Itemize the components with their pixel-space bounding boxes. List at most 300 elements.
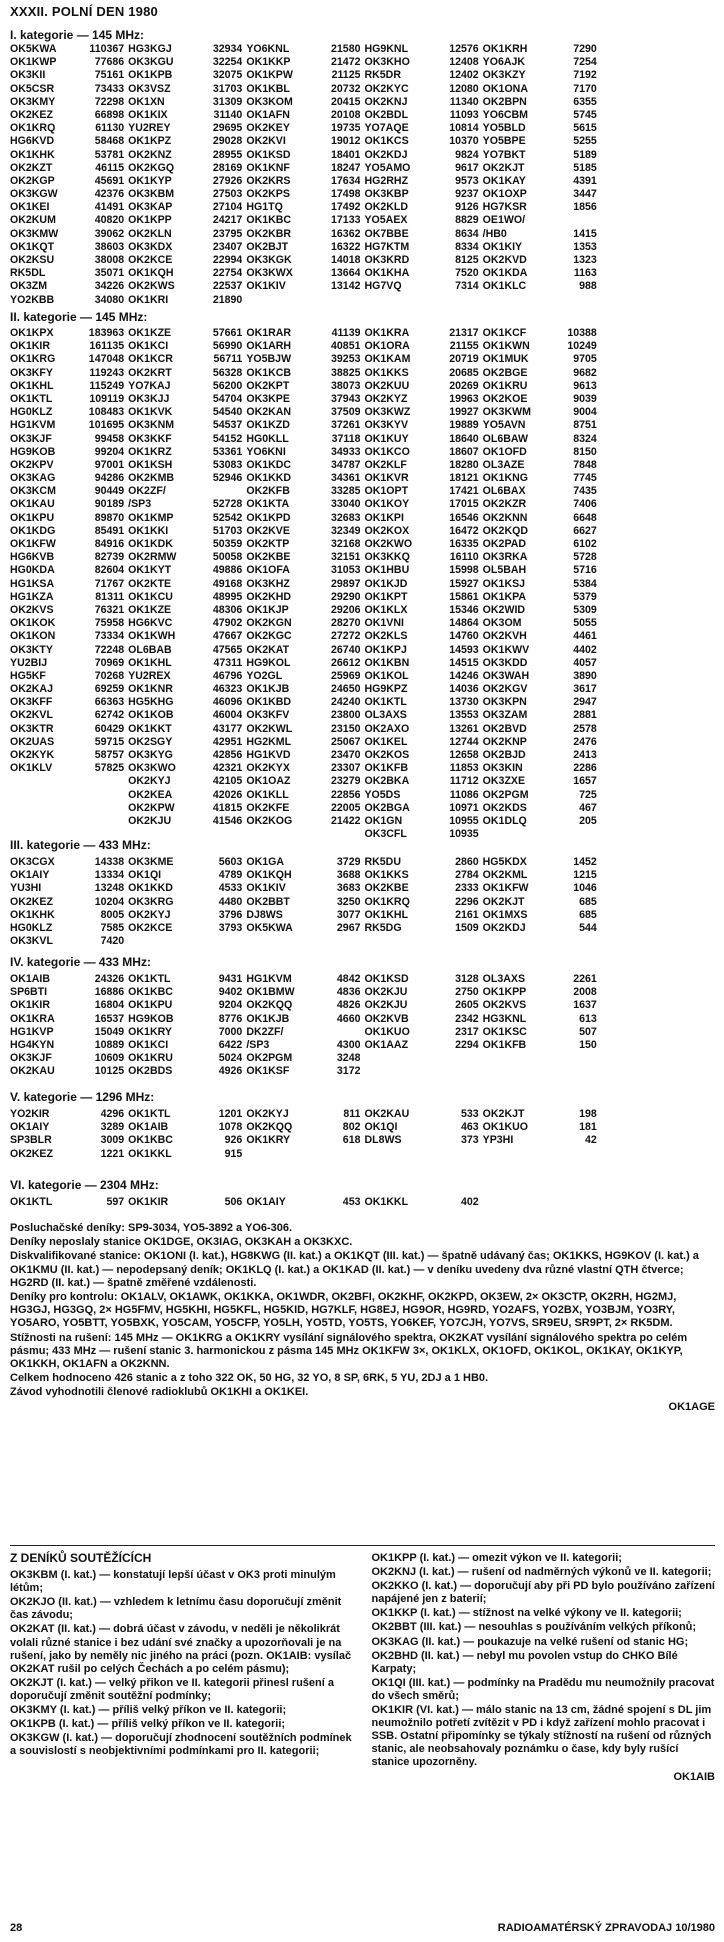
- result-row: [128, 393, 242, 406]
- station-points: 47311: [213, 656, 243, 669]
- result-row: [364, 380, 478, 393]
- result-row: [10, 736, 124, 749]
- result-row: [483, 367, 597, 380]
- station-callsign: OK1OPT: [364, 485, 409, 498]
- station-points: 2161: [455, 908, 479, 921]
- station-points: 7290: [573, 43, 597, 55]
- result-row: [483, 538, 597, 551]
- station-callsign: YO2KIR: [10, 1108, 50, 1120]
- result-row: [364, 201, 478, 214]
- station-points: 77686: [94, 56, 125, 69]
- result-row: [364, 1134, 478, 1147]
- station-points: 56328: [212, 366, 243, 379]
- result-row: [364, 1026, 478, 1039]
- result-row: [10, 973, 124, 986]
- station-callsign: OK1KPP: [128, 214, 172, 227]
- result-row: [128, 380, 242, 393]
- station-points: 2476: [573, 735, 597, 748]
- diary-entry: OK3KMY (I. kat.) — příliš velký příkon ve II. kategorii;: [10, 1704, 287, 1717]
- station-callsign: OK1KBN: [364, 656, 410, 669]
- station-callsign: OK1AFN: [246, 108, 290, 121]
- station-callsign: HG2RHZ: [364, 174, 409, 187]
- station-callsign: OK2KGV: [482, 683, 528, 696]
- station-callsign: OK1KMP: [128, 511, 174, 524]
- station-callsign: OK2KVH: [482, 630, 527, 643]
- result-row: [246, 683, 360, 696]
- station-callsign: OK1OFD: [482, 445, 527, 458]
- result-row: [483, 1134, 597, 1147]
- result-row: [128, 69, 242, 82]
- result-row: [128, 201, 242, 214]
- station-points: 13248: [94, 882, 125, 895]
- result-row: [128, 188, 242, 201]
- station-callsign: OK1ONA: [482, 82, 528, 95]
- station-points: 56200: [212, 379, 243, 392]
- results-column: [364, 1196, 478, 1209]
- result-row: [246, 657, 360, 670]
- station-callsign: OK1AIB: [10, 973, 51, 985]
- station-callsign: OE1WO/: [482, 214, 526, 227]
- result-row: [10, 433, 124, 446]
- station-points: 17015: [449, 498, 479, 511]
- station-callsign: OK2KRS: [246, 174, 291, 187]
- station-callsign: OK2KJU: [364, 999, 408, 1012]
- station-points: 35071: [94, 267, 125, 280]
- station-callsign: OK1KCI: [128, 340, 169, 353]
- station-points: 12658: [449, 749, 479, 761]
- result-row: [10, 340, 124, 353]
- page-footer: [10, 1922, 715, 1934]
- station-points: 33285: [331, 485, 361, 498]
- result-row: [10, 644, 124, 657]
- result-row: [246, 69, 360, 82]
- station-points: 2860: [455, 856, 479, 868]
- result-row: [364, 280, 478, 293]
- result-row: [364, 525, 478, 538]
- result-row: [10, 1134, 124, 1147]
- result-row: [364, 162, 478, 175]
- station-points: 7254: [573, 56, 597, 69]
- results-column: [246, 973, 360, 1079]
- station-points: 24240: [331, 696, 361, 709]
- result-row: [246, 1026, 360, 1039]
- category-4-table: [10, 973, 715, 1079]
- result-row: [128, 96, 242, 109]
- station-callsign: OK1KHL: [128, 656, 172, 669]
- station-callsign: OK1KTL: [10, 392, 53, 405]
- station-callsign: OK3ZXE: [482, 775, 526, 788]
- station-callsign: OK1KKS: [364, 366, 409, 379]
- station-callsign: OK2KJT: [482, 895, 525, 908]
- station-points: 73433: [94, 82, 125, 95]
- station-points: 76321: [94, 603, 125, 616]
- station-callsign: OK3KWO: [128, 762, 176, 775]
- station-points: 14338: [94, 856, 125, 868]
- station-points: 7170: [573, 82, 597, 95]
- results-column: [128, 856, 242, 948]
- station-points: 24217: [212, 214, 243, 227]
- result-row: [364, 909, 478, 922]
- result-row: [128, 882, 242, 895]
- station-callsign: OK2KOG: [246, 814, 293, 827]
- station-callsign: OK3KFV: [246, 709, 290, 722]
- station-callsign: OK1KOY: [364, 498, 410, 511]
- station-callsign: OK1KCS: [364, 135, 409, 148]
- diaries-heading: Z DENÍKŮ SOUTĚŽÍCÍCH: [10, 1551, 152, 1565]
- result-row: [364, 630, 478, 643]
- station-points: 54704: [212, 392, 243, 405]
- result-row: [246, 280, 360, 293]
- result-row: [10, 749, 124, 762]
- station-callsign: OK2BBT: [246, 895, 290, 908]
- station-points: 3617: [573, 683, 597, 696]
- station-callsign: OK1KWV: [482, 643, 530, 656]
- station-points: 9402: [218, 986, 243, 999]
- station-callsign: OK1KPU: [128, 999, 173, 1012]
- station-points: 6102: [573, 538, 597, 550]
- result-row: [10, 1121, 124, 1134]
- result-row: [10, 564, 124, 577]
- station-points: 20415: [331, 95, 361, 108]
- result-row: [128, 254, 242, 267]
- station-points: 9705: [573, 353, 597, 366]
- result-row: [246, 122, 360, 135]
- result-row: [10, 83, 124, 96]
- station-points: 8776: [218, 1012, 243, 1025]
- station-points: 16335: [449, 538, 479, 550]
- station-points: 915: [224, 1147, 243, 1160]
- station-callsign: OK3KYV: [364, 419, 409, 432]
- result-row: [10, 578, 124, 591]
- result-row: [483, 644, 597, 657]
- result-row: [483, 1108, 597, 1121]
- station-callsign: HG7VQ: [364, 280, 402, 293]
- station-callsign: OK1KIX: [128, 108, 168, 121]
- result-row: [364, 419, 478, 432]
- station-callsign: OK1KYT: [128, 564, 172, 577]
- result-row: [246, 149, 360, 162]
- result-row: [246, 617, 360, 630]
- station-callsign: OK2KVE: [246, 524, 290, 537]
- diaries-right-column: [372, 1552, 716, 1784]
- station-callsign: OK2KEA: [128, 788, 173, 801]
- station-points: 1509: [455, 921, 479, 934]
- station-callsign: OK2KNJ: [364, 95, 408, 108]
- station-callsign: OK1KFW: [482, 882, 529, 895]
- result-row: [483, 999, 597, 1012]
- diaries-left-column: [10, 1552, 354, 1784]
- station-callsign: OK1KRG: [10, 353, 56, 366]
- result-row: [483, 683, 597, 696]
- station-points: 12576: [449, 43, 479, 55]
- station-callsign: OK2BDL: [364, 108, 409, 121]
- result-row: [128, 749, 242, 762]
- result-row: [128, 419, 242, 432]
- station-callsign: SP6BTI: [10, 986, 48, 999]
- result-row: [128, 1108, 242, 1121]
- station-points: 22856: [331, 788, 361, 801]
- station-points: 3248: [336, 1052, 361, 1065]
- station-points: 1353: [573, 240, 597, 253]
- result-row: [483, 175, 597, 188]
- station-points: 17421: [449, 485, 479, 498]
- result-row: [364, 228, 478, 241]
- station-callsign: OK1KRQ: [364, 895, 410, 908]
- station-points: 7314: [455, 280, 479, 293]
- station-callsign: OK1KHK: [10, 148, 55, 161]
- station-callsign: OK2KVL: [10, 709, 53, 722]
- station-callsign: OK1KJB: [246, 1012, 290, 1025]
- station-callsign: OK3KFF: [10, 696, 53, 709]
- station-callsign: OK1KKP: [246, 56, 291, 69]
- result-row: [483, 525, 597, 538]
- result-row: [246, 882, 360, 895]
- station-callsign: OK1KPZ: [128, 135, 172, 148]
- station-callsign: OK2KBR: [246, 227, 292, 240]
- station-points: 10609: [94, 1052, 125, 1065]
- station-callsign: YO5BLD: [482, 122, 526, 135]
- station-points: 2333: [455, 882, 479, 895]
- station-points: 38008: [94, 254, 125, 266]
- station-points: 72298: [94, 95, 125, 108]
- station-callsign: OK3KTY: [10, 643, 53, 656]
- station-callsign: OK2KQQ: [246, 1121, 293, 1134]
- diary-entry: OK1KIR (VI. kat.) — málo stanic na 13 cm, žádné spojení s DL jim neumožnilo potřetí zvítězit v PD i když zařízení mohlo pracovat i SSB. Ostatní připomínky se týkaly stížností na rušení od různých stanic, ale neobsahovaly poznámku o čase, kdy byly rušící stanice upozorněny.: [371, 1704, 712, 1769]
- station-callsign: OK2KPS: [246, 188, 290, 201]
- station-points: 14246: [449, 669, 479, 682]
- station-points: 8125: [455, 254, 479, 266]
- station-points: 18640: [449, 432, 479, 445]
- result-row: [128, 591, 242, 604]
- result-row: [10, 525, 124, 538]
- station-callsign: OK1KIR: [10, 999, 51, 1012]
- category-5-heading: V. kategorie — 1296 MHz:: [10, 1090, 155, 1104]
- note-missing-logs: Deníky neposlaly stanice OK1DGE, OK3IAG, OK3KAH a OK3KXC.: [10, 1236, 353, 1249]
- result-row: [128, 922, 242, 935]
- result-row: [128, 815, 242, 828]
- result-row: [10, 406, 124, 419]
- station-points: 59715: [94, 735, 125, 748]
- result-row: [483, 749, 597, 762]
- station-points: 32168: [331, 538, 361, 550]
- station-callsign: HG5KDX: [482, 856, 527, 868]
- station-points: 3793: [218, 921, 243, 934]
- station-callsign: OK1QI: [364, 1121, 398, 1134]
- station-callsign: OK3KHZ: [246, 577, 290, 590]
- station-callsign: OK3VSZ: [128, 82, 171, 95]
- result-row: [128, 267, 242, 280]
- station-callsign: OK3ZAM: [482, 709, 528, 722]
- station-points: 43177: [212, 722, 243, 735]
- station-callsign: OK1KAM: [364, 353, 411, 366]
- result-row: [483, 241, 597, 254]
- station-callsign: OK1KJD: [364, 577, 408, 590]
- results-column: [483, 856, 597, 948]
- station-callsign: HG1KZA: [10, 590, 54, 603]
- station-points: 46323: [212, 683, 243, 696]
- station-points: 9004: [573, 406, 597, 419]
- result-row: [483, 228, 597, 241]
- result-row: [246, 538, 360, 551]
- station-points: 9126: [455, 201, 479, 214]
- station-callsign: OK1KSD: [364, 973, 409, 985]
- result-row: [246, 762, 360, 775]
- station-points: 10935: [449, 828, 479, 841]
- station-callsign: HG3KNL: [482, 1012, 527, 1025]
- station-points: 5255: [573, 135, 597, 148]
- station-points: 37118: [331, 432, 361, 445]
- result-row: [364, 670, 478, 683]
- result-row: [128, 657, 242, 670]
- result-row: [10, 380, 124, 393]
- result-row: [10, 214, 124, 227]
- station-points: 25969: [331, 669, 361, 682]
- page-number: 28: [10, 1922, 23, 1934]
- station-callsign: OK5KWA: [246, 921, 293, 934]
- station-points: 99458: [94, 432, 125, 445]
- station-callsign: OK1KBC: [128, 986, 173, 999]
- result-row: [483, 736, 597, 749]
- station-callsign: OK1KRI: [128, 293, 169, 306]
- station-callsign: OK2SGY: [128, 735, 173, 748]
- station-points: 988: [579, 280, 597, 293]
- result-row: [128, 1052, 242, 1065]
- station-callsign: OK1KWP: [10, 56, 57, 69]
- station-callsign: YO2GL: [246, 669, 283, 682]
- station-callsign: OK2KRT: [128, 366, 172, 379]
- station-points: 46115: [95, 161, 125, 174]
- category-3-heading: III. kategorie — 433 MHz:: [10, 838, 151, 852]
- category-2-table: [10, 327, 715, 841]
- station-points: 2967: [336, 921, 361, 934]
- station-points: 22994: [212, 254, 243, 266]
- result-row: [128, 472, 242, 485]
- station-points: 21317: [449, 327, 479, 339]
- result-row: [246, 815, 360, 828]
- result-row: [364, 749, 478, 762]
- station-callsign: OK2KGQ: [128, 161, 175, 174]
- station-callsign: OK2KDS: [482, 801, 527, 814]
- category-6-table: [10, 1196, 715, 1209]
- station-callsign: OK2KFB: [246, 485, 290, 498]
- station-points: 8150: [573, 445, 597, 458]
- station-points: 18121: [449, 472, 479, 485]
- station-callsign: OK2WID: [482, 603, 526, 616]
- station-callsign: OK1KDK: [128, 538, 173, 550]
- result-row: [10, 869, 124, 882]
- result-row: [10, 1148, 124, 1161]
- station-points: 13334: [94, 869, 125, 882]
- station-callsign: HG6KVD: [10, 135, 55, 148]
- result-row: [364, 1039, 478, 1052]
- result-row: [10, 327, 124, 340]
- station-callsign: OK2KCE: [128, 254, 173, 266]
- station-callsign: OK2KJU: [364, 986, 408, 999]
- station-points: 3289: [100, 1121, 125, 1134]
- station-callsign: OK3KFY: [10, 366, 53, 379]
- result-row: [246, 175, 360, 188]
- station-callsign: OK2KYJ: [128, 908, 171, 921]
- station-points: 3796: [218, 908, 243, 921]
- station-callsign: OK3KPN: [482, 696, 527, 709]
- station-callsign: OK3KRG: [128, 895, 174, 908]
- result-row: [364, 723, 478, 736]
- result-row: [364, 762, 478, 775]
- station-callsign: DK2ZF/: [246, 1025, 284, 1038]
- station-points: 41815: [212, 801, 243, 814]
- station-callsign: HG2KML: [246, 735, 292, 748]
- station-points: 42321: [212, 762, 243, 775]
- station-callsign: OK1KCI: [128, 1038, 169, 1051]
- result-row: [246, 578, 360, 591]
- station-callsign: OK1KKS: [364, 869, 409, 882]
- result-row: [364, 736, 478, 749]
- station-points: 3172: [336, 1065, 361, 1078]
- result-row: [10, 723, 124, 736]
- result-row: [483, 1121, 597, 1134]
- result-row: [483, 122, 597, 135]
- station-points: 25067: [331, 735, 361, 748]
- result-row: [246, 1108, 360, 1121]
- results-column: [483, 327, 597, 841]
- station-callsign: YO2KBB: [10, 293, 55, 306]
- station-callsign: OK1KLX: [364, 603, 408, 616]
- result-row: [483, 446, 597, 459]
- station-callsign: HG1TQ: [246, 201, 283, 214]
- result-row: [128, 630, 242, 643]
- station-points: 3128: [455, 973, 479, 985]
- result-row: [246, 228, 360, 241]
- station-callsign: OK1KAU: [10, 498, 55, 511]
- station-points: 42105: [212, 775, 243, 788]
- result-row: [10, 498, 124, 511]
- station-callsign: OK2KDJ: [364, 148, 408, 161]
- station-callsign: HG1KVM: [246, 973, 292, 985]
- station-points: 1856: [573, 201, 597, 214]
- station-callsign: OK2KVS: [10, 603, 54, 616]
- station-callsign: OK2AXO: [364, 722, 410, 735]
- result-row: [483, 459, 597, 472]
- result-row: [246, 188, 360, 201]
- result-row: [128, 1065, 242, 1078]
- station-callsign: OK1AIY: [10, 1121, 50, 1134]
- result-row: [10, 43, 124, 56]
- station-points: 198: [579, 1108, 597, 1120]
- station-callsign: OK2KAJ: [10, 683, 53, 696]
- station-callsign: OK1KIR: [128, 1196, 169, 1208]
- result-row: [246, 775, 360, 788]
- result-row: [10, 896, 124, 909]
- result-row: [246, 869, 360, 882]
- station-points: 17498: [331, 188, 361, 201]
- results-column: [483, 973, 597, 1079]
- result-row: [128, 670, 242, 683]
- result-row: [246, 406, 360, 419]
- station-callsign: OK2KLN: [128, 227, 172, 240]
- station-callsign: OK1KDG: [10, 524, 56, 537]
- result-row: [10, 459, 124, 472]
- result-row: [483, 789, 597, 802]
- station-callsign: OK1AIY: [246, 1196, 286, 1208]
- station-points: 27272: [331, 630, 361, 643]
- station-callsign: YO5BPE: [482, 135, 526, 148]
- station-callsign: HG4KYN: [10, 1038, 55, 1051]
- result-row: [483, 254, 597, 267]
- result-row: [10, 267, 124, 280]
- station-callsign: OK1KKI: [128, 524, 169, 537]
- station-points: 45691: [94, 174, 125, 187]
- station-points: 47667: [212, 630, 243, 643]
